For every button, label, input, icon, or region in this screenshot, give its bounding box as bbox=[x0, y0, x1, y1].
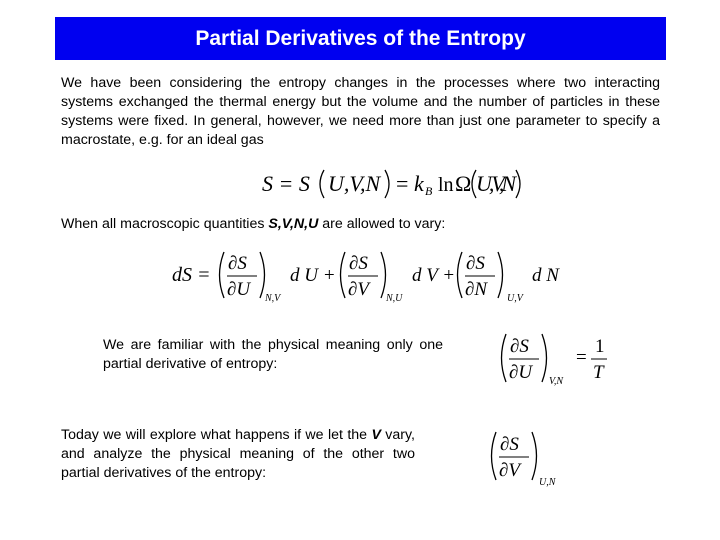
eq1-paren-open bbox=[320, 170, 324, 198]
vary-tail: are allowed to vary: bbox=[318, 216, 446, 232]
eq1-k-sub: B bbox=[425, 184, 433, 198]
eq2-den-n: ∂N bbox=[465, 279, 488, 300]
explore-paragraph bbox=[61, 426, 415, 483]
vary-paragraph bbox=[61, 215, 660, 234]
eq1-lhs: S = S bbox=[262, 171, 310, 196]
eq1-ln: ln bbox=[438, 174, 454, 196]
eq2-dv: d V + bbox=[412, 265, 456, 286]
eq2-ds: dS = bbox=[172, 264, 211, 286]
eq1-equals: = bbox=[396, 171, 409, 196]
eq2-sub-v: N,U bbox=[386, 293, 403, 304]
eq1-paren2-close bbox=[516, 170, 520, 198]
eq2-dn: d N bbox=[532, 265, 559, 286]
eq3-t: T bbox=[593, 362, 604, 383]
eq4-sub: U,N bbox=[539, 477, 556, 488]
eq2-num-n: ∂S bbox=[466, 253, 485, 274]
eq4-num: ∂S bbox=[500, 434, 519, 455]
eq2-den-u: ∂U bbox=[227, 279, 251, 300]
eq1-args2: U,V,N bbox=[476, 171, 516, 196]
eq1-paren-close bbox=[385, 170, 389, 198]
eq3-den: ∂U bbox=[509, 362, 533, 383]
familiar-paragraph: We are familiar with the physical meaning only one partial derivative of entropy: bbox=[103, 337, 443, 372]
vary-lead: When all macroscopic quantities bbox=[61, 216, 269, 232]
vary-variables: S,V,N,U bbox=[268, 216, 319, 232]
eq1-omega: Ω bbox=[455, 171, 472, 196]
eq2-num-u: ∂S bbox=[228, 253, 247, 274]
temperature-relation-equation bbox=[496, 330, 626, 397]
explore-variable: V bbox=[371, 427, 381, 443]
volume-derivative-equation bbox=[486, 428, 576, 495]
explore-tail: vary, and analyze the physical meaning of the other two partial derivatives of the entropy: bbox=[61, 427, 415, 481]
entropy-definition-equation bbox=[262, 164, 522, 209]
eq3-equals: = bbox=[576, 347, 587, 368]
eq2-den-v: ∂V bbox=[348, 279, 369, 300]
eq1-k: k bbox=[414, 171, 424, 196]
title-bar bbox=[55, 17, 666, 60]
eq3-one: 1 bbox=[595, 336, 605, 357]
eq3-sub: V,N bbox=[549, 376, 563, 387]
eq3-num: ∂S bbox=[510, 336, 529, 357]
slide-title: Partial Derivatives of the Entropy bbox=[195, 26, 526, 50]
explore-lead: Today we will explore what happens if we let the bbox=[61, 427, 372, 443]
intro-paragraph: We have been considering the entropy changes in the processes where two interacting systems exchanged the thermal energy but the volume and the number of particles in these systems were fixed. In general, however, we need more than just one parameter to specify a macrostate, e.g. for an ideal gas bbox=[61, 75, 660, 148]
eq4-den: ∂V bbox=[499, 460, 520, 481]
eq2-du: d U + bbox=[290, 265, 336, 286]
total-differential-equation bbox=[172, 246, 572, 313]
eq2-sub-u: N,V bbox=[265, 293, 281, 304]
eq2-num-v: ∂S bbox=[349, 253, 368, 274]
eq2-sub-n: U,V bbox=[507, 293, 523, 304]
eq1-args: U,V,N bbox=[328, 171, 381, 196]
